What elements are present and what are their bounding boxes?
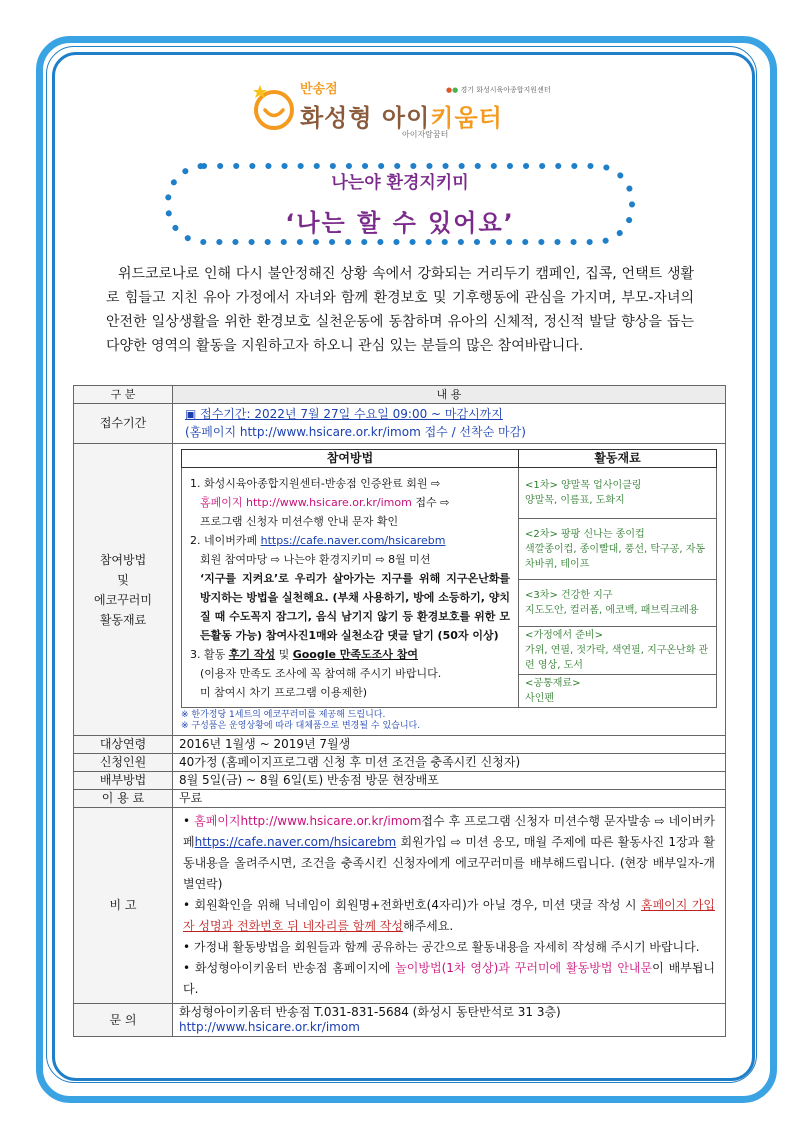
remarks-content — [173, 808, 726, 1004]
fee-value: 무료 — [173, 790, 726, 808]
logo-org: ●● 경기 화성시육아종합지원센터 — [446, 86, 551, 94]
row-distribution — [74, 772, 726, 790]
remark-3: • 가정내 활동방법을 회원들과 함께 공유하는 공간으로 활동내용을 자세히 작성해 주시기 바랍니다. — [183, 940, 700, 954]
title-subtitle: 나는야 환경지키미 — [331, 173, 469, 193]
material-1: <1차> 양말목 업사이클링 양말목, 이름표, 도화지 — [519, 468, 717, 519]
material-2: <2차> 팡팡 신나는 종이컵 색깔종이컵, 종이빨대, 풍선, 탁구공, 자동차바퀴, 테이프 — [519, 519, 717, 580]
row-contact — [74, 1004, 726, 1037]
note-2: ※ 구성품은 운영상황에 따라 대체품으로 변경될 수 있습니다. — [181, 721, 421, 731]
remark-cafe-link[interactable]: https://cafe.naver.com/hsicarebm — [194, 835, 397, 849]
col-material-header: 활동재료 — [519, 450, 717, 468]
period-line1: ▣ 접수기간: 2022년 7월 27일 수요일 09:00 ~ 마감시까지 — [185, 407, 503, 421]
capacity-value: 40가정 (홈페이지프로그램 신청 후 미션 조건을 충족시킨 신청자) — [173, 754, 726, 772]
page-title: ‘나는 할 수 있어요’ — [285, 209, 515, 237]
remarks-label: 비 고 — [74, 808, 173, 1004]
period-line2: (홈페이지 http://www.hsicare.or.kr/imom 접수 / 선착순 마감) — [185, 425, 526, 439]
capacity-label: 신청인원 — [74, 754, 173, 772]
distribution-label: 배부방법 — [74, 772, 173, 790]
cafe-link[interactable]: https://cafe.naver.com/hsicarebm — [260, 533, 446, 547]
intro-paragraph: 위드코로나로 인해 다시 불안정해진 상황 속에서 강화되는 거리두기 캠페인, 집콕, 언택트 생활로 힘들고 지친 유아 가정에서 자녀와 함께 환경보호 및 기후행동에 관심을 가지며, 부모-자녀의 안전한 일상생활을 위한 환경보호 실천운동에 동참하며 유아의 신체적, 정신적 발달 향상을 돕는 다양한 영역의 활동을 지원하고자 하오니 관심 있는 분들의 많은 참여바랍니다. — [106, 266, 694, 354]
target-label: 대상연령 — [74, 736, 173, 754]
contact-info: 화성형아이키움터 반송점 T.031-831-5684 (화성시 동탄반석로 31 3층) — [179, 1005, 561, 1019]
info-table — [73, 385, 726, 1037]
row-capacity — [74, 754, 726, 772]
remark-4: • 화성형아이키움터 반송점 홈페이지에 놀이방법(1차 영상)과 꾸러미에 활동방법 안내문이 배부됩니다. — [183, 961, 715, 996]
logo-branch: 반송점 — [300, 82, 338, 97]
table-header-row — [74, 386, 726, 404]
method-inner-table — [181, 449, 717, 708]
row-target — [74, 736, 726, 754]
header-content: 내 용 — [173, 386, 726, 404]
logo-tagline: 아이자람꿈터 — [402, 130, 449, 139]
row-period — [74, 404, 726, 444]
fee-label: 이 용 료 — [74, 790, 173, 808]
note-1: ※ 한가정당 1세트의 에코꾸러미를 제공해 드립니다. — [181, 710, 386, 720]
row-method — [74, 444, 726, 736]
method-label: 참여방법 및 에코꾸러미 활동재료 — [74, 444, 173, 736]
logo-name: 화성형 아이키움터 — [300, 104, 503, 132]
header-category: 구 분 — [74, 386, 173, 404]
smiley-logo-icon — [252, 85, 296, 131]
contact-label: 문 의 — [74, 1004, 173, 1037]
distribution-value: 8월 5일(금) ~ 8월 6일(토) 반송점 방문 현장배포 — [173, 772, 726, 790]
target-value: 2016년 1월생 ~ 2019년 7월생 — [173, 736, 726, 754]
method-steps: 1. 화성시육아종합지원센터-반송점 인증완료 회원 ⇨ 홈페이지 http://www.hsicare.or.kr/imom 접수 ⇨ 프로그램 신청자 미션수행 안내 문자 확인 2. 네이버카페 https://cafe.naver.com/hsicarebm 회원 참여마당 ⇨ 나는야 환경지키미 ⇨ 8월 미션 ‘지구를 지켜요’로 우리가 살아가는 지구를 위해 지구온난화를 방지하는 방법을 실천해요. (부채 사용하기, 방에 소등하기, 양치질 때 수도꼭지 잠그기, 음식 남기지 않기 등 환경보호를 위한 모든활동 가능) 참여사진1매와 실천소감 댓글 달기 (50자 이상) 3. 활동 후기 작성 및 Google 만족도조사 참여 (이용자 만족도 조사에 꼭 참여해 주시기 바랍니다. 미 참여시 차기 프로그램 이용제한) — [182, 468, 519, 708]
material-4: <가정에서 준비> 가위, 연필, 젓가락, 색연필, 지구온난화 관련 영상, 도서 — [519, 627, 717, 675]
row-fee — [74, 790, 726, 808]
col-method-header: 참여방법 — [182, 450, 519, 468]
material-5: <공통재료> 사인펜 — [519, 675, 717, 708]
row-remarks — [74, 808, 726, 1004]
material-3: <3차> 건강한 지구 지도도안, 컬러폼, 에코백, 패브릭크레용 — [519, 580, 717, 627]
remark-2: • 회원확인을 위해 닉네임이 회원명+전화번호(4자리)가 아닐 경우, 미션 댓글 작성 시 홈페이지 가입자 성명과 전화번호 뒤 네자리를 함께 작성해주세요. — [183, 898, 715, 933]
period-label: 접수기간 — [74, 404, 173, 444]
remark-1: • 홈페이지http://www.hsicare.or.kr/imom접수 후 프로그램 신청자 미션수행 문자발송 ⇨ 네이버카페https://cafe.naver.com/hsicarebm 회원가입 ⇨ 미션 응모, 매월 주제에 따른 활동사진 1장과 활동내용을 올려주시면, 조건을 충족시킨 신청자에게 에코꾸러미를 배부해드립니다. (현장 배부일자-개별연락) — [183, 814, 715, 891]
contact-url[interactable]: http://www.hsicare.or.kr/imom — [179, 1020, 360, 1034]
